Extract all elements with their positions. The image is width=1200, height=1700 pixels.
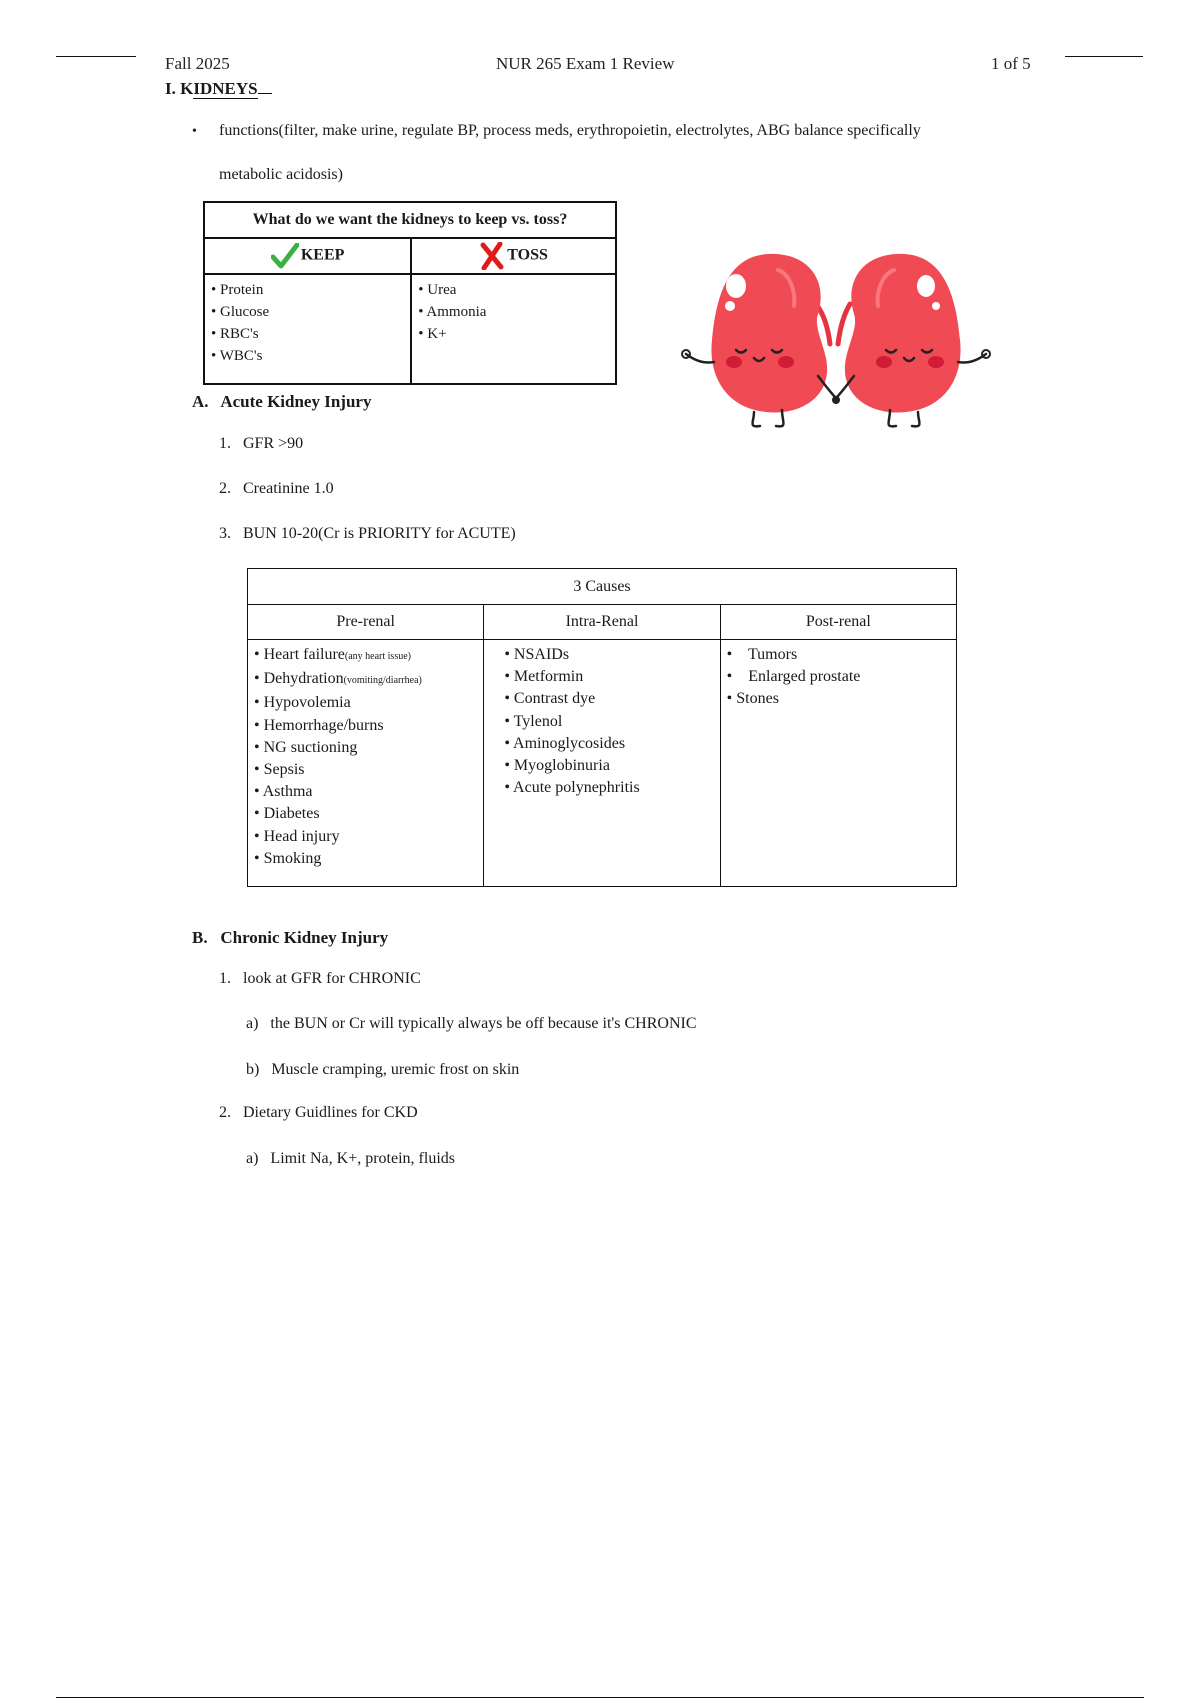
section-title-underline xyxy=(258,93,272,94)
list-item: • Sepsis xyxy=(254,761,305,779)
header-term: Fall 2025 xyxy=(165,54,230,73)
toss-header-label: TOSS xyxy=(507,246,548,264)
chronic-subitem-symptoms: b) Muscle cramping, uremic frost on skin xyxy=(246,1061,520,1078)
toss-header xyxy=(411,238,616,274)
header-rule-left xyxy=(56,56,136,57)
keep-item: • Glucose xyxy=(211,304,270,320)
list-item: • NSAIDs xyxy=(504,646,570,663)
keep-header-label: KEEP xyxy=(300,246,345,264)
keep-toss-table-title: What do we want the kidneys to keep vs. toss? xyxy=(204,202,616,238)
list-item: • Smoking xyxy=(254,849,322,867)
post-renal-list xyxy=(720,640,956,887)
pre-renal-list xyxy=(248,640,484,887)
list-item: • Enlarged prostate xyxy=(726,668,861,686)
list-item: • Hypovolemia xyxy=(254,694,351,712)
list-item: • Tumors xyxy=(726,646,798,663)
functions-line-1: functions(filter, make urine, regulate BP, process meds, erythropoietin, electrolytes, ABG balance specifically xyxy=(219,122,921,139)
acute-item-creatinine: 2. Creatinine 1.0 xyxy=(219,480,334,497)
section-title-rest: IDNEYS xyxy=(193,79,258,98)
keep-item: • RBC's xyxy=(211,326,259,342)
list-item: • Stones xyxy=(726,690,779,708)
functions-bullet: • xyxy=(192,124,197,139)
toss-item: • K+ xyxy=(418,326,447,342)
list-item: • Heart failure(any heart issue) xyxy=(254,646,411,663)
chronic-item-dietary: 2. Dietary Guidlines for CKD xyxy=(219,1104,418,1121)
post-renal-header: Post-renal xyxy=(720,605,956,640)
list-item: • Dehydration(vomiting/diarrhea) xyxy=(254,670,422,688)
toss-list xyxy=(411,274,616,384)
cross-icon xyxy=(479,242,505,270)
list-item: • Myoglobinuria xyxy=(504,757,610,775)
list-item: • Acute polynephritis xyxy=(504,779,640,797)
keep-item: • WBC's xyxy=(211,348,263,364)
list-item: • Hemorrhage/burns xyxy=(254,716,384,734)
header-rule-right xyxy=(1065,56,1143,57)
intra-renal-header: Intra-Renal xyxy=(484,605,720,640)
section-title xyxy=(165,79,272,99)
list-item: • Aminoglycosides xyxy=(504,734,626,752)
toss-item: • Urea xyxy=(418,282,457,298)
chronic-kidney-injury-heading: B. Chronic Kidney Injury xyxy=(192,928,389,947)
section-title-prefix: I. K xyxy=(165,79,194,98)
causes-table xyxy=(247,568,957,887)
list-item: • Metformin xyxy=(504,668,584,686)
toss-item: • Ammonia xyxy=(418,304,487,320)
keep-list xyxy=(204,274,411,384)
chronic-item-gfr: 1. look at GFR for CHRONIC xyxy=(219,970,421,987)
causes-table-title: 3 Causes xyxy=(248,569,957,605)
keep-toss-table xyxy=(203,201,617,385)
acute-item-bun: 3. BUN 10-20(Cr is PRIORITY for ACUTE) xyxy=(219,525,516,542)
pre-renal-header: Pre-renal xyxy=(248,605,484,640)
header-title: NUR 265 Exam 1 Review xyxy=(496,54,675,73)
intra-renal-list xyxy=(484,640,720,887)
acute-kidney-injury-heading: A. Acute Kidney Injury xyxy=(192,392,372,411)
chronic-subitem-limits: a) Limit Na, K+, protein, fluids xyxy=(246,1150,455,1167)
acute-item-gfr: 1. GFR >90 xyxy=(219,435,304,452)
keep-item: • Protein xyxy=(211,282,264,298)
footer-rule xyxy=(56,1697,1144,1698)
checkmark-icon xyxy=(271,243,299,269)
header-page-number: 1 of 5 xyxy=(991,54,1031,73)
list-item: • Head injury xyxy=(254,827,340,845)
list-item: • NG suctioning xyxy=(254,738,358,756)
list-item: • Contrast dye xyxy=(504,690,596,708)
list-item: • Diabetes xyxy=(254,805,320,823)
chronic-subitem-bun-cr: a) the BUN or Cr will typically always be off because it's CHRONIC xyxy=(246,1015,697,1032)
keep-header xyxy=(204,238,411,274)
list-item: • Asthma xyxy=(254,783,313,801)
list-item: • Tylenol xyxy=(504,712,563,730)
functions-line-2: metabolic acidosis) xyxy=(219,166,343,183)
kidneys-illustration xyxy=(678,246,994,438)
